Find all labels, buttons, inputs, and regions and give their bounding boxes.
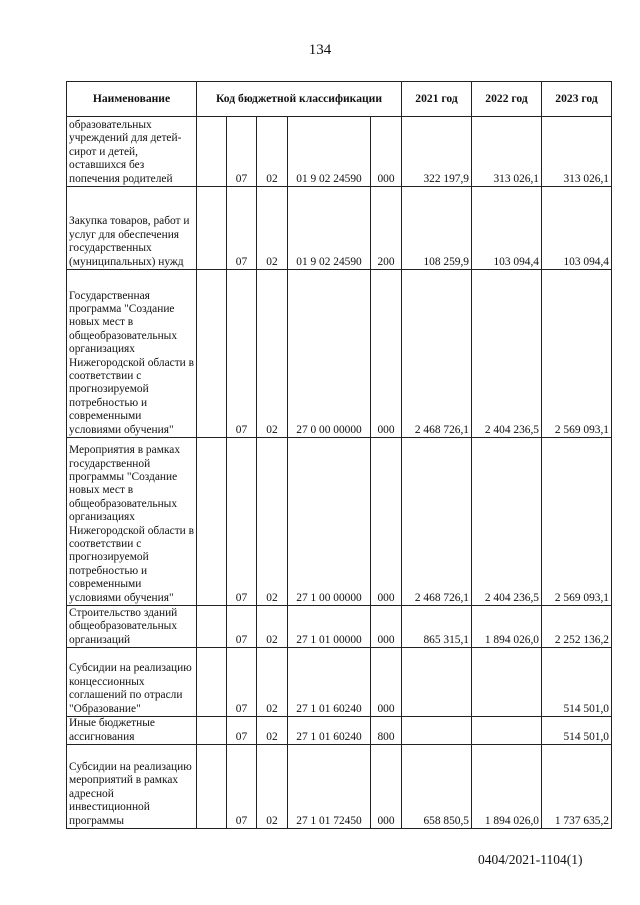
row-blank xyxy=(197,745,227,829)
table-header-row xyxy=(67,82,612,117)
row-target-article: 27 0 00 00000 xyxy=(288,270,371,438)
row-value-2022 xyxy=(472,648,542,717)
row-subsection: 02 xyxy=(257,117,288,187)
row-blank xyxy=(197,606,227,648)
row-value-2021: 2 468 726,1 xyxy=(402,270,472,438)
row-target-article: 01 9 02 24590 xyxy=(288,117,371,187)
row-name: Иные бюджетные ассигнования xyxy=(67,717,197,745)
row-subsection: 02 xyxy=(257,606,288,648)
row-value-2023: 103 094,4 xyxy=(542,187,612,270)
budget-table xyxy=(66,81,612,829)
header-2021: 2021 год xyxy=(402,82,472,117)
row-value-2023: 2 569 093,1 xyxy=(542,270,612,438)
row-name: Закупка товаров, работ и услуг для обеспечения государственных (муниципальных) нужд xyxy=(67,187,197,270)
row-value-2021: 108 259,9 xyxy=(402,187,472,270)
row-value-2022: 103 094,4 xyxy=(472,187,542,270)
row-target-article: 27 1 00 00000 xyxy=(288,438,371,606)
row-target-article: 27 1 01 72450 xyxy=(288,745,371,829)
row-value-2022: 313 026,1 xyxy=(472,117,542,187)
row-value-2022: 2 404 236,5 xyxy=(472,438,542,606)
row-section: 07 xyxy=(227,606,257,648)
row-value-2023: 1 737 635,2 xyxy=(542,745,612,829)
header-2023: 2023 год xyxy=(542,82,612,117)
row-value-2022 xyxy=(472,717,542,745)
table-row xyxy=(67,117,612,187)
table-row xyxy=(67,717,612,745)
row-section: 07 xyxy=(227,117,257,187)
row-target-article: 27 1 01 60240 xyxy=(288,648,371,717)
header-code: Код бюджетной классификации xyxy=(197,82,402,117)
row-value-2021: 658 850,5 xyxy=(402,745,472,829)
row-subsection: 02 xyxy=(257,745,288,829)
header-name: Наименование xyxy=(67,82,197,117)
row-name: образовательных учреждений для детей-сирот и детей, оставшихся без попечения родителей xyxy=(67,117,197,187)
row-subsection: 02 xyxy=(257,438,288,606)
row-section: 07 xyxy=(227,648,257,717)
row-value-2022: 2 404 236,5 xyxy=(472,270,542,438)
row-value-2023: 313 026,1 xyxy=(542,117,612,187)
row-value-2023: 514 501,0 xyxy=(542,717,612,745)
row-blank xyxy=(197,117,227,187)
table-row xyxy=(67,606,612,648)
table-row xyxy=(67,438,612,606)
row-name: Субсидии на реализацию мероприятий в рамках адресной инвестиционной программы xyxy=(67,745,197,829)
row-name: Мероприятия в рамках государственной программы "Создание новых мест в общеобразовательных организациях Нижегородской области в соответствии с прогнозируемой потребностью и современными условиями обучения" xyxy=(67,438,197,606)
row-section: 07 xyxy=(227,270,257,438)
row-value-2023: 2 569 093,1 xyxy=(542,438,612,606)
row-name: Государственная программа "Создание новых мест в общеобразовательных организациях Нижегородской области в соответствии с прогнозируемой потребностью и современными условиями обучения" xyxy=(67,270,197,438)
row-value-2021: 2 468 726,1 xyxy=(402,438,472,606)
row-subsection: 02 xyxy=(257,187,288,270)
row-subsection: 02 xyxy=(257,270,288,438)
row-expense-type: 800 xyxy=(371,717,402,745)
row-value-2023: 2 252 136,2 xyxy=(542,606,612,648)
row-expense-type: 000 xyxy=(371,648,402,717)
row-target-article: 27 1 01 00000 xyxy=(288,606,371,648)
row-expense-type: 000 xyxy=(371,745,402,829)
row-section: 07 xyxy=(227,745,257,829)
row-blank xyxy=(197,270,227,438)
row-expense-type: 000 xyxy=(371,117,402,187)
table-row xyxy=(67,270,612,438)
row-name: Строительство зданий общеобразовательных организаций xyxy=(67,606,197,648)
table-row xyxy=(67,187,612,270)
row-target-article: 01 9 02 24590 xyxy=(288,187,371,270)
row-value-2022: 1 894 026,0 xyxy=(472,745,542,829)
row-subsection: 02 xyxy=(257,717,288,745)
table-row xyxy=(67,648,612,717)
header-2022: 2022 год xyxy=(472,82,542,117)
page-number: 134 xyxy=(308,42,332,58)
row-section: 07 xyxy=(227,717,257,745)
row-value-2021: 865 315,1 xyxy=(402,606,472,648)
row-value-2023: 514 501,0 xyxy=(542,648,612,717)
row-name: Субсидии на реализацию концессионных соглашений по отрасли "Образование" xyxy=(67,648,197,717)
row-subsection: 02 xyxy=(257,648,288,717)
row-section: 07 xyxy=(227,438,257,606)
row-value-2022: 1 894 026,0 xyxy=(472,606,542,648)
row-expense-type: 000 xyxy=(371,270,402,438)
row-value-2021: 322 197,9 xyxy=(402,117,472,187)
document-code: 0404/2021-1104(1) xyxy=(478,852,583,867)
row-blank xyxy=(197,438,227,606)
row-value-2021 xyxy=(402,648,472,717)
row-value-2021 xyxy=(402,717,472,745)
row-blank xyxy=(197,717,227,745)
row-section: 07 xyxy=(227,187,257,270)
row-target-article: 27 1 01 60240 xyxy=(288,717,371,745)
row-blank xyxy=(197,187,227,270)
row-expense-type: 000 xyxy=(371,438,402,606)
row-expense-type: 200 xyxy=(371,187,402,270)
table-row xyxy=(67,745,612,829)
row-expense-type: 000 xyxy=(371,606,402,648)
row-blank xyxy=(197,648,227,717)
